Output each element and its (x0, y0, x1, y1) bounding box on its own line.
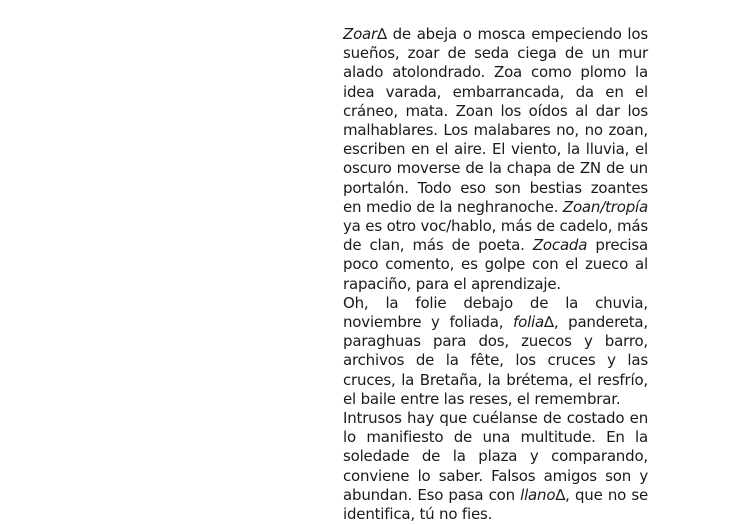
text-block (343, 25, 648, 524)
term-zoar: Zoar∆ (343, 25, 387, 43)
paragraph-zoar (343, 25, 648, 294)
text-run: de abeja o mosca empeciendo los sueños, zoar de seda ciega de un mur alado atolondrado. Zoa como plomo la idea varada, embarrancada, da en el cráneo, mata. Zoan los oídos al dar los malhablares. Los malabares no, no zoan, escriben en el aire. El viento, la lluvia, el oscuro moverse de la chapa de ZN de un portalón. Todo eso son bestias zoantes en medio de la neghranoche. (343, 25, 648, 216)
term-zocada: Zocada (532, 236, 588, 255)
paragraph-folie (343, 294, 648, 409)
term-zoantropia: Zoan/tropía (562, 197, 648, 216)
text-run: precisa poco comento, es golpe con el zueco al rapaciño, para el aprendizaje. (343, 236, 648, 293)
text-run: ya es otro voc/hablo, más de cadelo, más de clan, más de poeta. (343, 217, 648, 255)
paragraph-intrusos (343, 409, 648, 524)
term-llano: llano∆ (520, 485, 566, 504)
term-folia: folia∆ (513, 313, 554, 332)
text-run: , pandereta, paraghuas para dos, zuecos y barro, archivos de la fête, los cruces y las cruces, la Bretaña, la brétema, el resfrío, el baile entre las reses, el remembrar. (343, 313, 648, 408)
text-run: Intrusos hay que cuélanse de costado en lo manifiesto de una multitude. En la soledade de la plaza y comparando, conviene lo saber. Falsos amigos son y abundan. Eso pasa con (343, 409, 648, 504)
text-run: Oh, la folie debajo de la chuvia, noviembre y foliada, (343, 293, 648, 332)
text-run: , que no se identifica, tú no fies. (343, 485, 648, 524)
